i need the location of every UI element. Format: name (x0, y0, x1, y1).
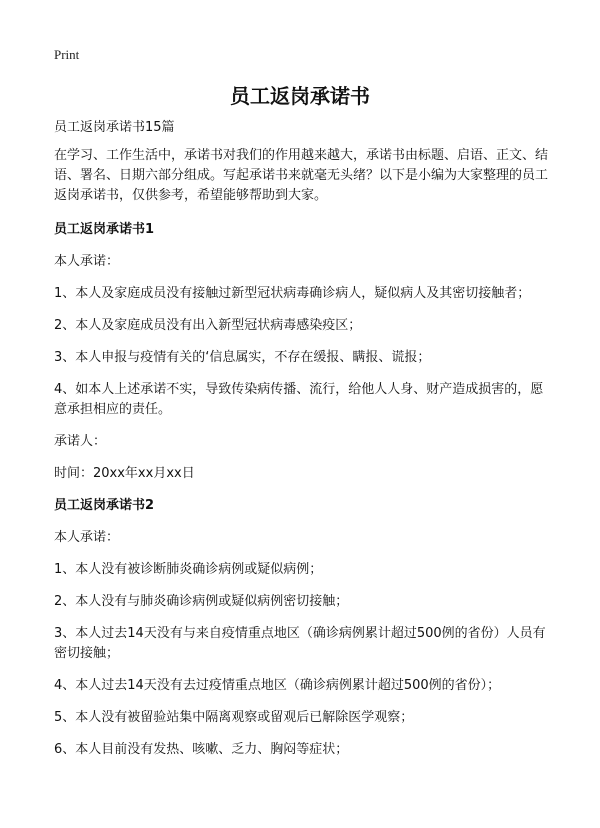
section-1-item-1: 1、本人及家庭成员没有接触过新型冠状病毒确诊病人，疑似病人及其密切接触者； (54, 286, 531, 301)
section-1-item-2: 2、本人及家庭成员没有出入新型冠状病毒感染疫区； (54, 318, 362, 333)
section-1-item-3: 3、本人申报与疫情有关的‘信息属实，不存在缓报、瞒报、谎报； (54, 350, 431, 365)
section-2-item-1: 1、本人没有被诊断肺炎确诊病例或疑似病例； (54, 562, 323, 577)
section-2-item-4: 4、本人过去14天没有去过疫情重点地区（确诊病例累计超过500例的省份）； (54, 678, 501, 693)
print-link[interactable]: Print (54, 47, 80, 62)
section-2-item-5: 5、本人没有被留验站集中隔离观察或留观后已解除医学观察； (54, 710, 414, 725)
section-2-opening: 本人承诺： (54, 530, 120, 545)
section-heading-1: 员工返岗承诺书1 (54, 222, 155, 237)
section-2-item-2: 2、本人没有与肺炎确诊病例或疑似病例密切接触； (54, 594, 349, 609)
section-2-item-6: 6、本人目前没有发热、咳嗽、乏力、胸闷等症状； (54, 742, 349, 757)
section-1-signer: 承诺人： (54, 434, 107, 449)
section-2-item-3: 3、本人过去14天没有与来自疫情重点地区（确诊病例累计超过500例的省份）人员有密切接触； (54, 626, 546, 661)
document-title: 员工返岗承诺书 (230, 84, 370, 108)
document-body (54, 118, 550, 772)
section-1-time: 时间：20xx年xx月xx日 (54, 466, 195, 481)
intro-paragraph: 在学习、工作生活中，承诺书对我们的作用越来越大，承诺书由标题、启语、正文、结语、署名、日期六部分组成。写起承诺书来就毫无头绪？以下是小编为大家整理的员工返岗承诺书，仅供参考，希望能够帮助到大家。 (54, 148, 549, 203)
section-1-opening: 本人承诺： (54, 254, 120, 269)
section-1-item-4: 4、如本人上述承诺不实，导致传染病传播、流行，给他人人身、财产造成损害的，愿意承担相应的责任。 (54, 382, 544, 417)
document-subtitle: 员工返岗承诺书15篇 (54, 120, 175, 135)
section-heading-2: 员工返岗承诺书2 (54, 498, 155, 513)
